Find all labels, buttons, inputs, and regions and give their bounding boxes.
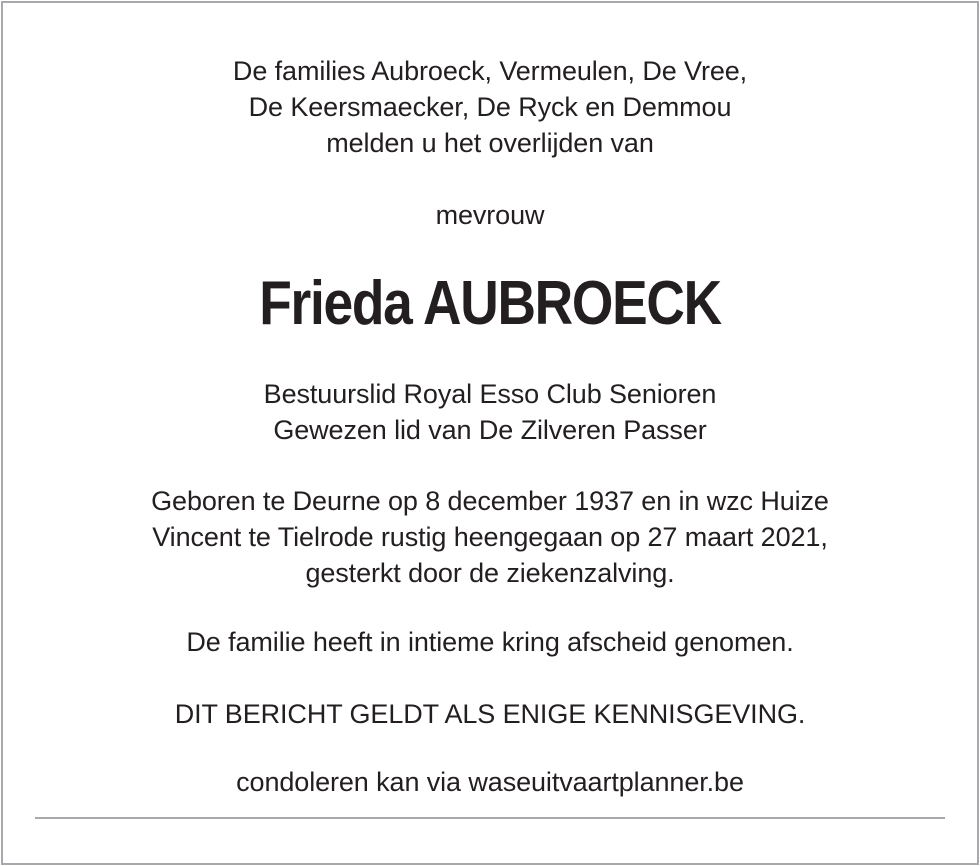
official-notice-text: DIT BERICHT GELDT ALS ENIGE KENNISGEVING. (174, 699, 806, 729)
details-line-1: Geboren te Deurne op 8 december 1937 en in wzc Huize (151, 486, 829, 516)
intro-families-line-1: De families Aubroeck, Vermeulen, De Vree, (232, 56, 748, 86)
role-line-1: Bestuurslid Royal Esso Club Senioren (263, 379, 717, 409)
role-line-2: Gewezen lid van De Zilveren Passer (273, 415, 707, 445)
details-line-2: Vincent te Tielrode rustig heengegaan op 27 maart 2021, (152, 522, 828, 552)
bottom-divider (35, 817, 945, 819)
intro-families-line-2: De Keersmaecker, De Ryck en Demmou (248, 92, 732, 122)
farewell-text: De familie heeft in intieme kring afscheid genomen. (186, 627, 794, 657)
details-line-3: gesterkt door de ziekenzalving. (305, 558, 675, 588)
condolences-text: condoleren kan via waseuitvaartplanner.be (236, 767, 744, 797)
deceased-name: Frieda AUBROECK (259, 269, 721, 338)
salutation: mevrouw (435, 200, 545, 230)
intro-announcement-line: melden u het overlijden van (326, 128, 654, 158)
